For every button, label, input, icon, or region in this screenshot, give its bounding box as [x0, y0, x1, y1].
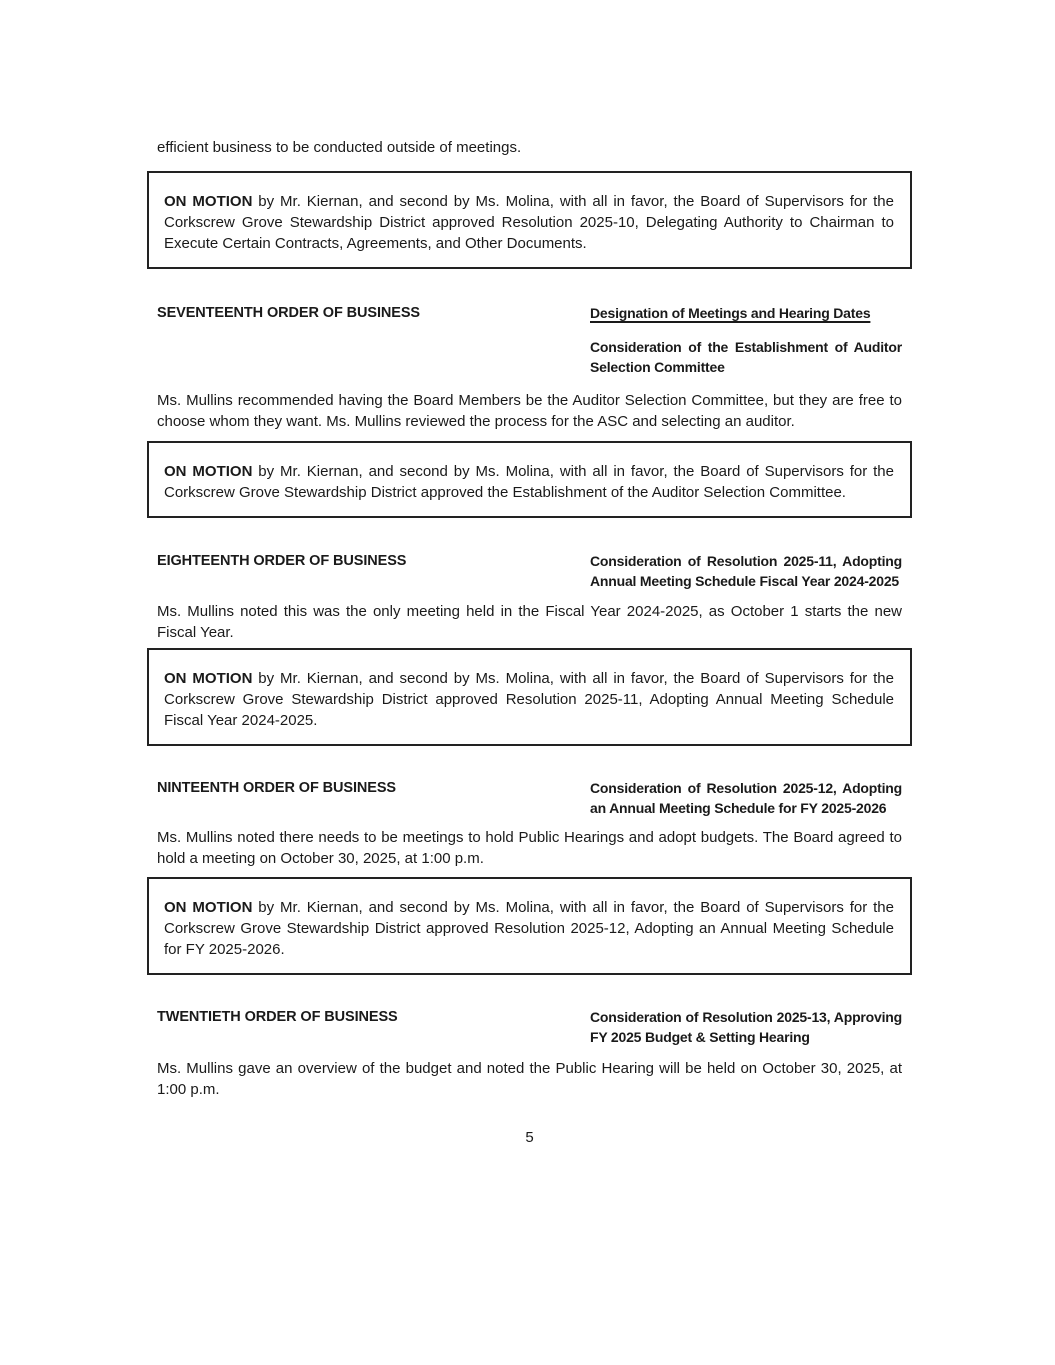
order-heading-eighteenth: EIGHTEENTH ORDER OF BUSINESS	[157, 553, 407, 569]
right-heading-group	[590, 1007, 902, 1047]
intro-paragraph: efficient business to be conducted outside of meetings.	[157, 139, 522, 156]
paragraph-seventeenth: Ms. Mullins recommended having the Board Members be the Auditor Selection Committee, but they are free to choose whom they want. Ms. Mullins reviewed the process for the ASC and selecting an auditor.	[157, 392, 902, 430]
section-seventeenth	[157, 303, 902, 377]
heading-auditor-selection-committee: Consideration of the Establishment of Auditor Selection Committee	[590, 339, 902, 375]
section-eighteenth	[157, 551, 902, 591]
paragraph-twentieth: Ms. Mullins gave an overview of the budget and noted the Public Hearing will be held on October 30, 2025, at 1:00 p.m.	[157, 1060, 902, 1098]
motion-rest: by Mr. Kiernan, and second by Ms. Molina, with all in favor, the Board of Supervisors for the Corkscrew Grove Stewardship District approved Resolution 2025-10, Delegating Authority to Chairman to Execute Certain Contracts, Agreements, and Other Documents.	[164, 193, 894, 252]
motion-text	[164, 461, 894, 503]
order-heading-seventeenth: SEVENTEENTH ORDER OF BUSINESS	[157, 305, 420, 321]
motion-lead: ON MOTION	[164, 670, 253, 687]
heading-resolution-2025-12: Consideration of Resolution 2025-12, Adopting an Annual Meeting Schedule for FY 2025-2026	[590, 780, 902, 816]
right-heading-group	[590, 303, 902, 377]
motion-lead: ON MOTION	[164, 463, 253, 480]
heading-resolution-2025-11: Consideration of Resolution 2025-11, Adopting Annual Meeting Schedule Fiscal Year 2024-2025	[590, 553, 902, 589]
motion-lead: ON MOTION	[164, 899, 253, 916]
motion-text	[164, 668, 894, 731]
heading-resolution-2025-13: Consideration of Resolution 2025-13, Approving FY 2025 Budget & Setting Hearing	[590, 1009, 902, 1045]
motion-box-resolution-2025-12	[147, 877, 912, 975]
motion-rest: by Mr. Kiernan, and second by Ms. Molina, with all in favor, the Board of Supervisors for the Corkscrew Grove Stewardship District approved Resolution 2025-12, Adopting an Annual Meeting Schedule for FY 2025-2026.	[164, 899, 894, 958]
section-twentieth	[157, 1007, 902, 1047]
motion-box-resolution-2025-11	[147, 648, 912, 746]
right-heading-group	[590, 551, 902, 591]
motion-rest: by Mr. Kiernan, and second by Ms. Molina, with all in favor, the Board of Supervisors for the Corkscrew Grove Stewardship District approved the Establishment of the Auditor Selection Committee.	[164, 463, 894, 501]
motion-lead: ON MOTION	[164, 193, 253, 210]
document-page	[157, 0, 902, 1148]
motion-box-auditor-selection-committee	[147, 441, 912, 518]
section-ninteenth	[157, 778, 902, 818]
motion-text	[164, 897, 894, 960]
paragraph-eighteenth: Ms. Mullins noted this was the only meeting held in the Fiscal Year 2024-2025, as October 1 starts the new Fiscal Year.	[157, 603, 902, 641]
motion-text	[164, 191, 894, 254]
right-heading-group	[590, 778, 902, 818]
motion-rest: by Mr. Kiernan, and second by Ms. Molina, with all in favor, the Board of Supervisors for the Corkscrew Grove Stewardship District approved Resolution 2025-11, Adopting Annual Meeting Schedule Fiscal Year 2024-2025.	[164, 670, 894, 729]
paragraph-ninteenth: Ms. Mullins noted there needs to be meetings to hold Public Hearings and adopt budgets. The Board agreed to hold a meeting on October 30, 2025, at 1:00 p.m.	[157, 829, 902, 867]
heading-designation-of-meetings: Designation of Meetings and Hearing Dates	[590, 305, 871, 321]
order-heading-twentieth: TWENTIETH ORDER OF BUSINESS	[157, 1009, 398, 1025]
motion-box-resolution-2025-10	[147, 171, 912, 269]
order-heading-ninteenth: NINTEENTH ORDER OF BUSINESS	[157, 780, 396, 796]
page-number: 5	[525, 1129, 534, 1146]
